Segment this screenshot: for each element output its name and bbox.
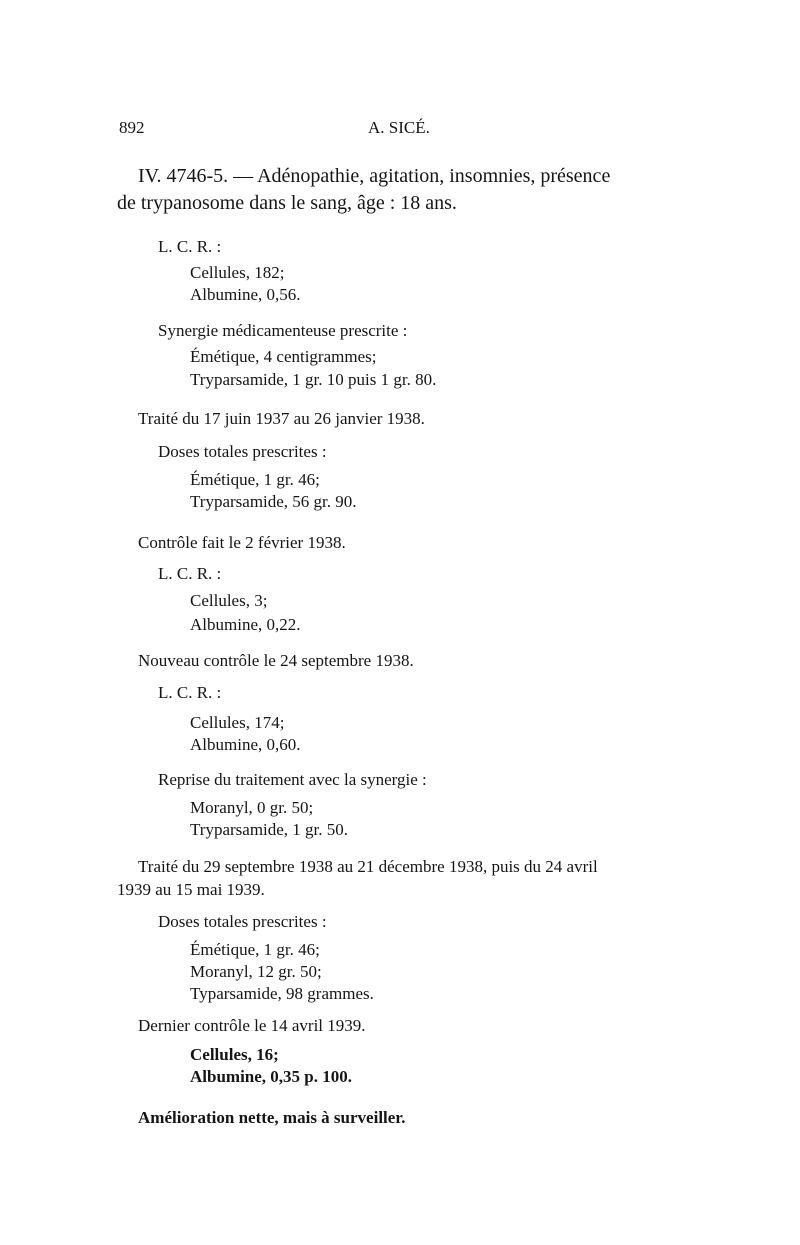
result-line: Typarsamide, 98 grammes. [190, 984, 374, 1003]
section-label: Doses totales prescrites : [158, 442, 327, 461]
running-title: A. SICÉ. [368, 118, 430, 137]
result-line: Cellules, 174; [190, 713, 285, 732]
result-line: Tryparsamide, 1 gr. 10 puis 1 gr. 80. [190, 370, 437, 389]
section-label: Reprise du traitement avec la synergie : [158, 770, 427, 789]
section-label: L. C. R. : [158, 683, 222, 702]
result-line: Cellules, 3; [190, 591, 268, 610]
section-label: L. C. R. : [158, 564, 222, 583]
result-line: Émétique, 1 gr. 46; [190, 470, 320, 489]
result-line: Moranyl, 12 gr. 50; [190, 962, 322, 981]
result-line: Albumine, 0,60. [190, 735, 301, 754]
paragraph-line: Contrôle fait le 2 février 1938. [138, 533, 346, 552]
case-title-line-2: de trypanosome dans le sang, âge : 18 ans. [117, 192, 457, 214]
section-label: L. C. R. : [158, 237, 222, 256]
paragraph-line: Traité du 29 septembre 1938 au 21 décembre 1938, puis du 24 avril [138, 857, 598, 876]
result-line: Émétique, 1 gr. 46; [190, 940, 320, 959]
section-label: Doses totales prescrites : [158, 912, 327, 931]
case-title-line-1: IV. 4746-5. — Adénopathie, agitation, insomnies, présence [138, 165, 611, 187]
conclusion-line: Amélioration nette, mais à surveiller. [138, 1108, 406, 1127]
result-line: Moranyl, 0 gr. 50; [190, 798, 314, 817]
result-line: Tryparsamide, 1 gr. 50. [190, 820, 349, 839]
paragraph-line: Traité du 17 juin 1937 au 26 janvier 1938. [138, 409, 425, 428]
result-line: Albumine, 0,56. [190, 285, 301, 304]
result-line: Tryparsamide, 56 gr. 90. [190, 492, 357, 511]
result-line: Albumine, 0,35 p. 100. [190, 1067, 352, 1086]
result-line: Émétique, 4 centigrammes; [190, 347, 377, 366]
page-number: 892 [119, 118, 145, 137]
paragraph-line: Nouveau contrôle le 24 septembre 1938. [138, 651, 414, 670]
paragraph-line: 1939 au 15 mai 1939. [117, 880, 265, 899]
paragraph-line: Dernier contrôle le 14 avril 1939. [138, 1016, 366, 1035]
result-line: Albumine, 0,22. [190, 615, 301, 634]
result-line: Cellules, 182; [190, 263, 285, 282]
result-line: Cellules, 16; [190, 1045, 279, 1064]
section-label: Synergie médicamenteuse prescrite : [158, 321, 408, 340]
